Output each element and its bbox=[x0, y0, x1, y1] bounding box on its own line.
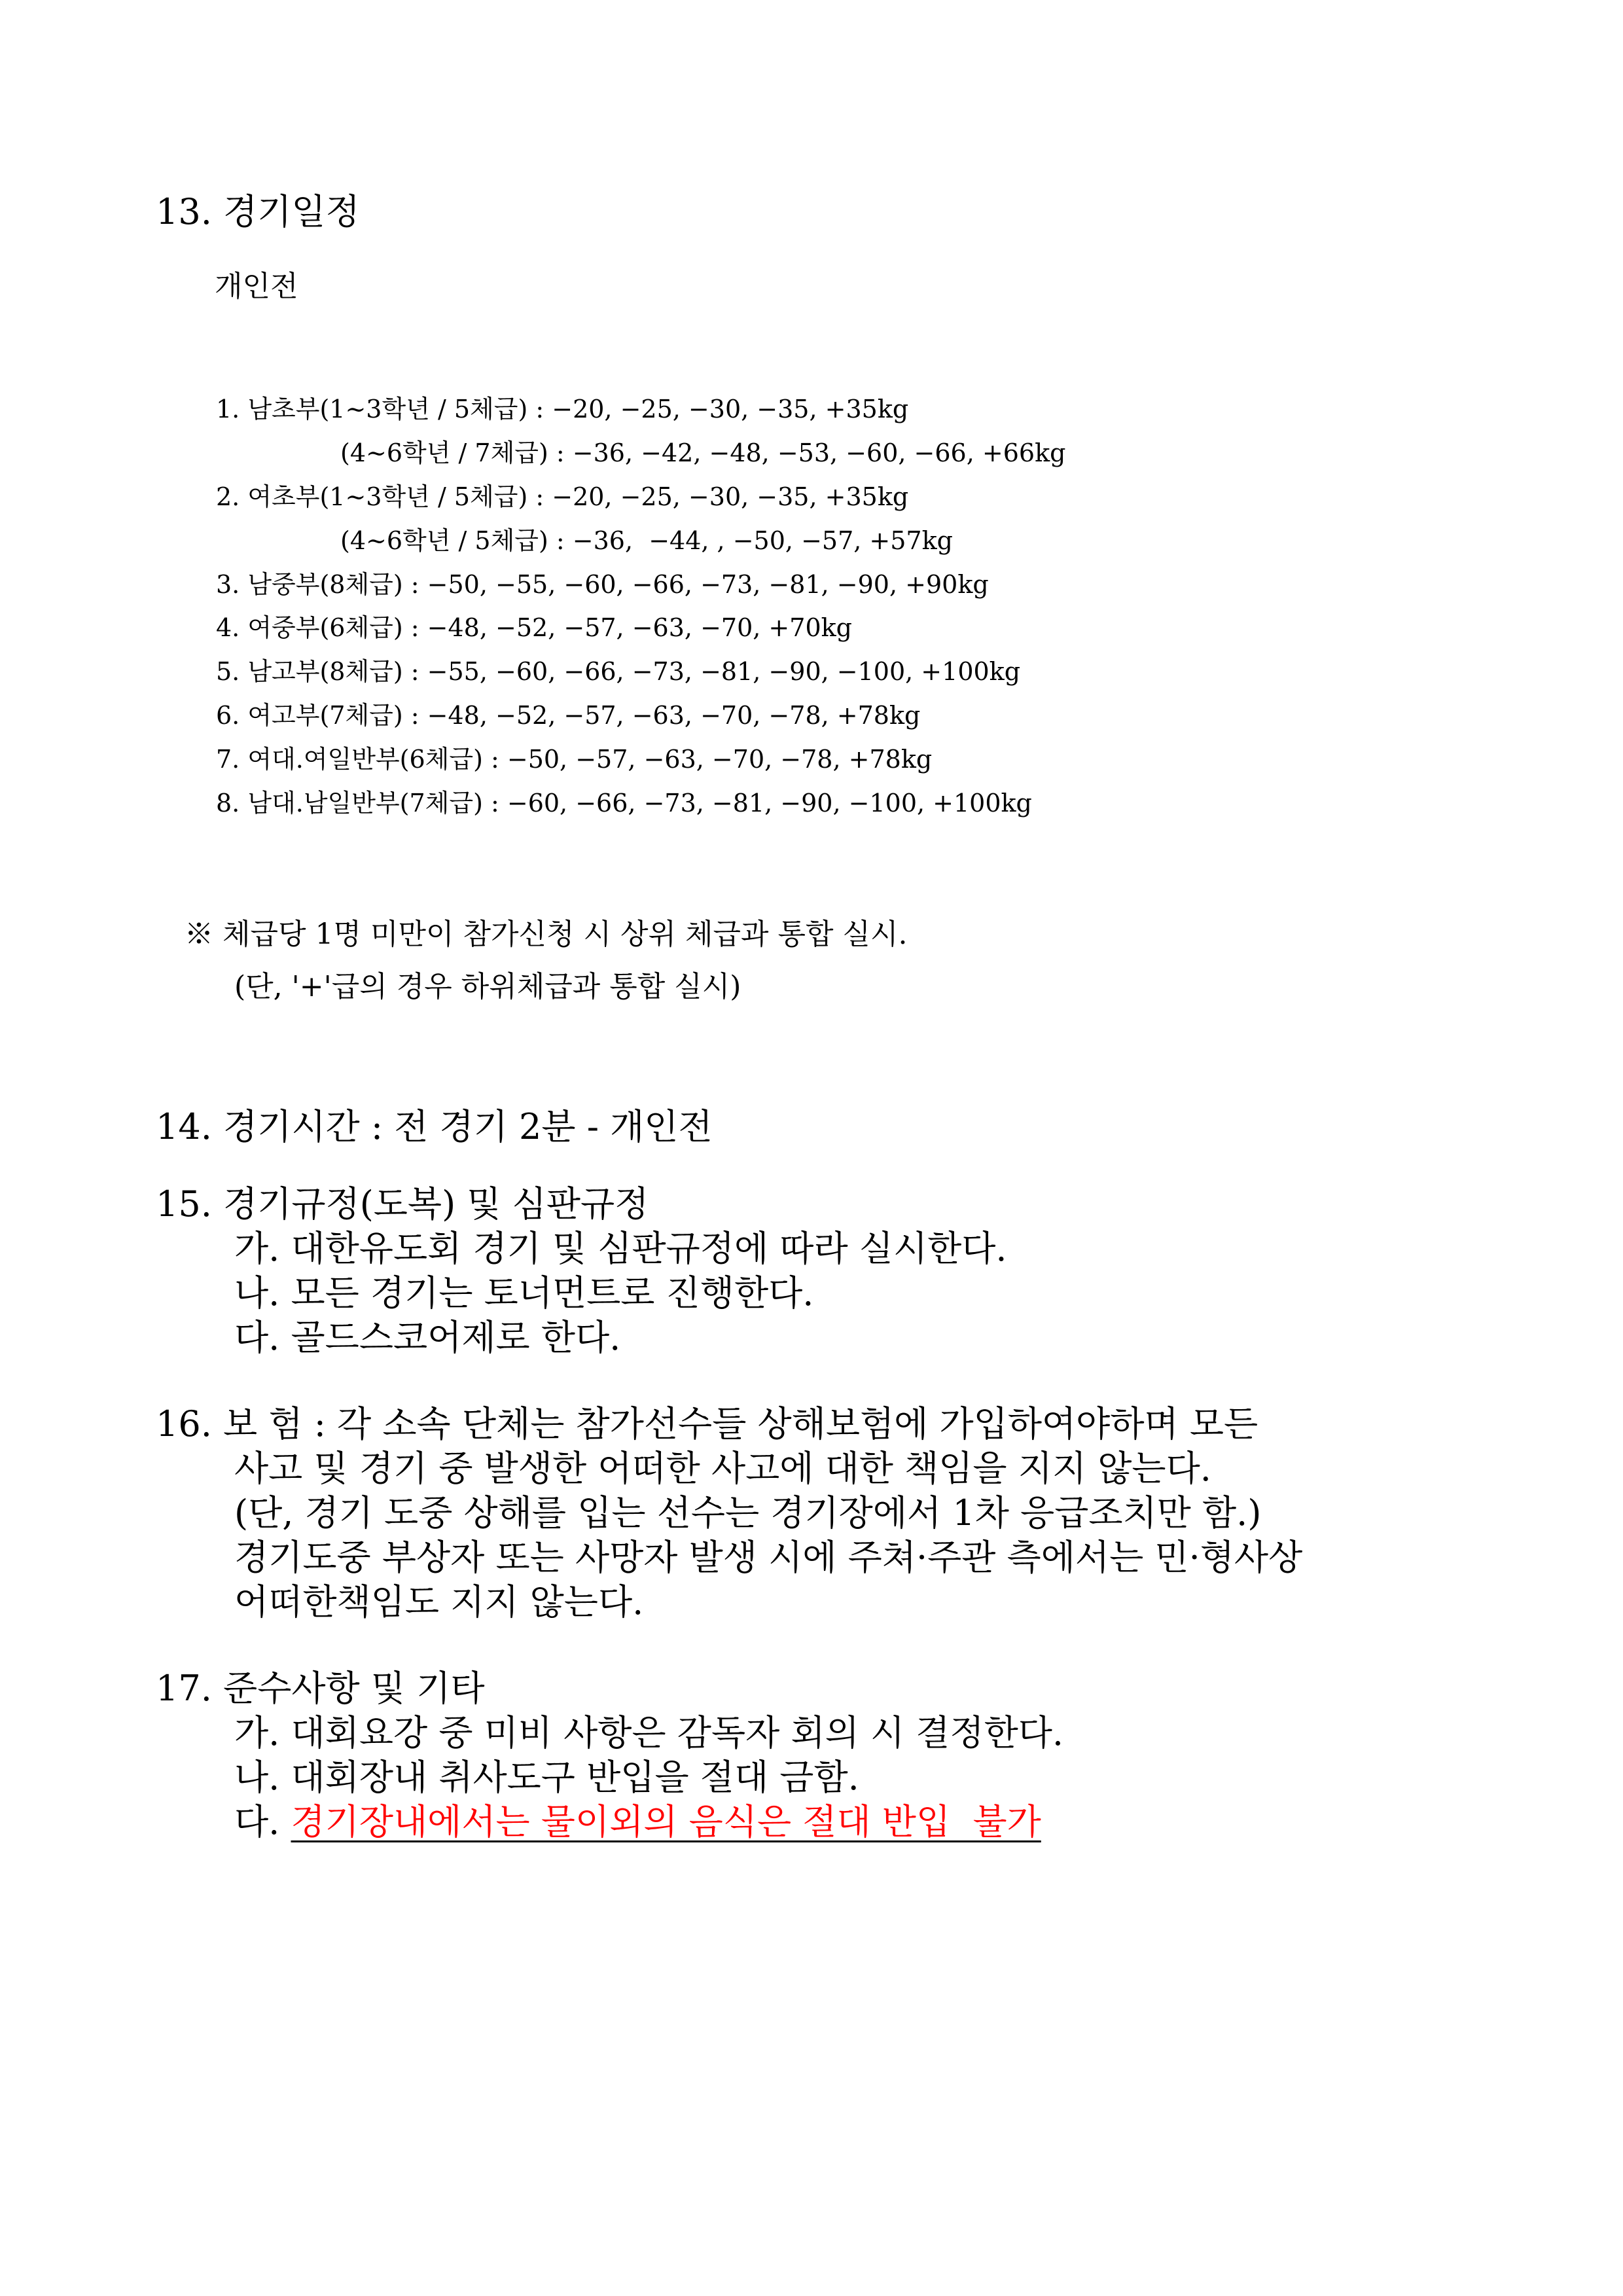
section-17-item-food-rule bbox=[156, 1800, 1063, 1844]
section-16-line: (단, 경기 도중 상해를 입는 선수는 경기장에서 1차 응급조치만 함.) bbox=[234, 1492, 1262, 1534]
section-16-heading: 16. 보 험 : 각 소속 단체는 참가선수들 상해보험에 가입하여야하며 모든 bbox=[156, 1403, 1258, 1444]
food-ban-highlight: 경기장내에서는 물이외의 음식은 절대 반입 불가 bbox=[291, 1801, 1041, 1842]
section-16-line: 어떠한책임도 지지 않는다. bbox=[234, 1581, 644, 1623]
section-14-heading: 14. 경기시간 : 전 경기 2분 - 개인전 bbox=[156, 1106, 713, 1147]
weight-class-item: 5. 남고부(8체급) : −55, −60, −66, −73, −81, −90, −100, +100kg bbox=[216, 657, 1021, 687]
section-13-heading: 13. 경기일정 bbox=[156, 191, 360, 232]
section-15 bbox=[156, 1182, 1007, 1360]
weight-class-item: 7. 여대.여일반부(6체급) : −50, −57, −63, −70, −78, +78kg bbox=[216, 745, 933, 774]
section-16-line: 사고 및 경기 중 발생한 어떠한 사고에 대한 책임을 지지 않는다. bbox=[234, 1448, 1211, 1489]
section-17-heading: 17. 준수사항 및 기타 bbox=[156, 1668, 485, 1709]
section-15-item: 나. 모든 경기는 토너먼트로 진행한다. bbox=[234, 1272, 814, 1314]
weight-class-item: 3. 남중부(8체급) : −50, −55, −60, −66, −73, −81, −90, +90kg bbox=[216, 569, 989, 599]
weight-class-item: 2. 여초부(1~3학년 / 5체급) : −20, −25, −30, −35, +35kg bbox=[216, 482, 909, 511]
section-17-item: 나. 대회장내 취사도구 반입을 절대 금함. bbox=[234, 1757, 859, 1798]
section-14 bbox=[156, 1105, 713, 1149]
section-15-item: 가. 대한유도회 경기 및 심판규정에 따라 실시한다. bbox=[234, 1228, 1007, 1269]
merge-note: ※ 체급당 1명 미만이 참가신청 시 상위 체급과 통합 실시. bbox=[185, 918, 908, 951]
section-15-item: 다. 골드스코어제로 한다. bbox=[234, 1317, 621, 1358]
section-17 bbox=[156, 1666, 1063, 1844]
section-17-item: 가. 대회요강 중 미비 사항은 감독자 회의 시 결정한다. bbox=[234, 1712, 1064, 1753]
weight-class-list bbox=[216, 387, 1065, 825]
weight-class-item: (4~6학년 / 5체급) : −36, −44, , −50, −57, +57kg bbox=[340, 526, 953, 555]
section-16-line: 경기도중 부상자 또는 사망자 발생 시에 주쳐·주관 측에서는 민·형사상 bbox=[234, 1537, 1303, 1578]
section-15-heading: 15. 경기규정(도복) 및 심판규정 bbox=[156, 1183, 649, 1225]
weight-class-item: (4~6학년 / 7체급) : −36, −42, −48, −53, −60, −66, +66kg bbox=[340, 438, 1066, 467]
weight-class-item: 4. 여중부(6체급) : −48, −52, −57, −63, −70, +70kg bbox=[216, 613, 852, 643]
merge-note-exception: (단, '+'급의 경우 하위체급과 통합 실시) bbox=[234, 970, 741, 1003]
weight-class-item: 8. 남대.남일반부(7체급) : −60, −66, −73, −81, −90, −100, +100kg bbox=[216, 789, 1032, 818]
weight-class-item: 1. 남초부(1~3학년 / 5체급) : −20, −25, −30, −35, +35kg bbox=[216, 395, 909, 423]
section-17-item-prefix: 다. bbox=[234, 1801, 291, 1842]
section-13-subheading: 개인전 bbox=[215, 270, 298, 303]
weight-class-item: 6. 여고부(7체급) : −48, −52, −57, −63, −70, −78, +78kg bbox=[216, 701, 921, 730]
section-16 bbox=[156, 1402, 1302, 1624]
